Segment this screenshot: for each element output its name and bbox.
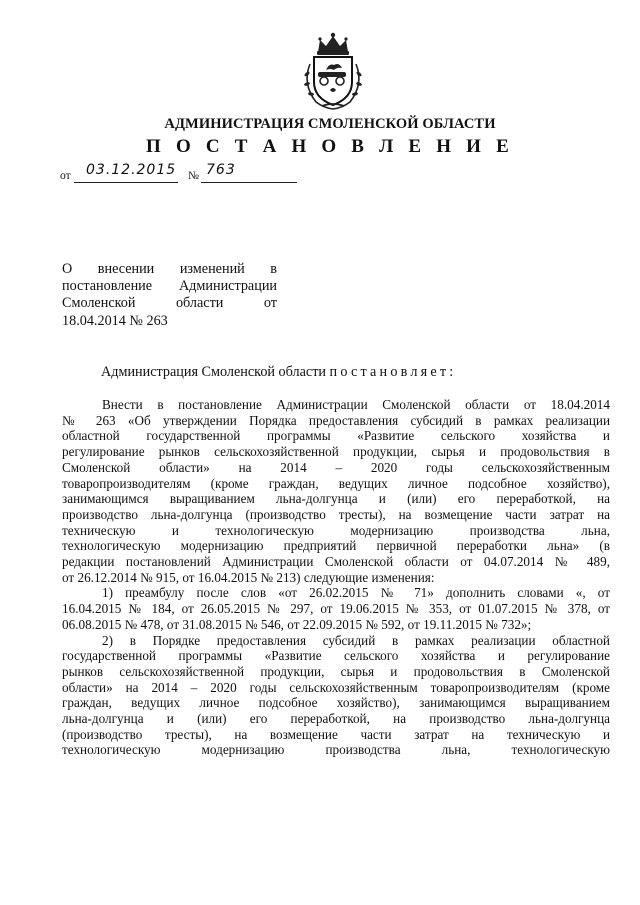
- body-line: от 26.12.2014 № 915, от 16.04.2015 № 213) следующие изменения:: [62, 569, 435, 585]
- body-line: занимающимся выращиванием льна-долгунца и (или) его переработкой, на: [62, 491, 610, 507]
- body-line: Внести в постановление Администрации Смоленской области от 18.04.2014: [102, 397, 610, 412]
- document-subject: [62, 261, 277, 330]
- organization-name: АДМИНИСТРАЦИЯ СМОЛЕНСКОЙ ОБЛАСТИ: [164, 116, 496, 132]
- subject-line: Смоленской области от: [62, 295, 277, 312]
- date-handwritten: 03.12.2015: [86, 162, 177, 178]
- body-line: № 263 «Об утверждении Порядка предоставления субсидий в рамках реализации: [62, 412, 610, 428]
- body-line: регулирование рынков сельскохозяйственной продукции, сырья и продовольствия в: [62, 444, 610, 460]
- body-line: 1) преамбулу после слов «от 26.02.2015 № 71» дополнить словами «, от: [102, 585, 610, 601]
- preamble: [101, 364, 456, 381]
- date-underline: [74, 182, 178, 183]
- document-type-title: П О С Т А Н О В Л Е Н И Е: [146, 136, 514, 157]
- body-line: области» на 2014 – 2020 годы сельскохозяйственным товаропроизводителям (кроме: [62, 679, 610, 695]
- document-body: [62, 397, 610, 758]
- preamble-text: Администрация Смоленской области: [101, 364, 326, 380]
- body-line: технологическую модернизацию предприятий первичной переработки льна» (в: [62, 538, 610, 554]
- body-line: техническую и технологическую модернизацию производства льна,: [62, 522, 610, 538]
- date-prefix: от: [60, 170, 71, 182]
- subject-line: 18.04.2014 № 263: [62, 312, 168, 329]
- body-line: 2) в Порядке предоставления субсидий в рамках реализации областной: [102, 632, 610, 648]
- body-line: 16.04.2015 № 184, от 26.05.2015 № 297, от 19.06.2015 № 353, от 01.07.2015 № 378, от: [62, 601, 610, 617]
- subject-line: постановление Администрации: [62, 278, 277, 295]
- body-line: редакции постановлений Администрации Смоленской области от 04.07.2014 № 489,: [62, 554, 610, 570]
- smolensk-coat-of-arms-icon: [296, 32, 370, 110]
- body-line: рынков сельскохозяйственной продукции, сырья и продовольствия в Смоленской: [62, 663, 610, 679]
- body-line: льна-долгунца и (или) его переработкой, на производство льна-долгунца: [62, 711, 610, 727]
- body-line: технологическую модернизацию производства льна, технологическую: [62, 742, 610, 758]
- body-line: производство льна-долгунца (производство тресты), на возмещение части затрат на: [62, 506, 610, 522]
- subject-line: О внесении изменений в: [62, 261, 277, 277]
- body-line: Смоленской области» на 2014 – 2020 годы сельскохозяйственным: [62, 459, 610, 475]
- body-line: государственной программы «Развитие сельского хозяйства и регулирование: [62, 648, 610, 664]
- body-line: 06.08.2015 № 478, от 31.08.2015 № 546, от 22.09.2015 № 592, от 19.11.2015 № 732»;: [62, 616, 532, 632]
- body-line: товаропроизводителям (кроме граждан, ведущих личное подсобное хозяйство),: [62, 475, 610, 491]
- number-handwritten: 763: [206, 162, 236, 178]
- preamble-decree-word: постановляет:: [329, 364, 457, 380]
- body-line: областной государственной программы «Развитие сельского хозяйства и: [62, 428, 610, 444]
- number-underline: [201, 182, 297, 183]
- body-line: граждан, ведущих личное подсобное хозяйство), занимающимся выращиванием: [62, 695, 610, 711]
- date-number-line: [60, 162, 320, 184]
- body-line: (производство тресты), на возмещение части затрат на техническую и: [62, 726, 610, 742]
- number-prefix: №: [188, 170, 199, 182]
